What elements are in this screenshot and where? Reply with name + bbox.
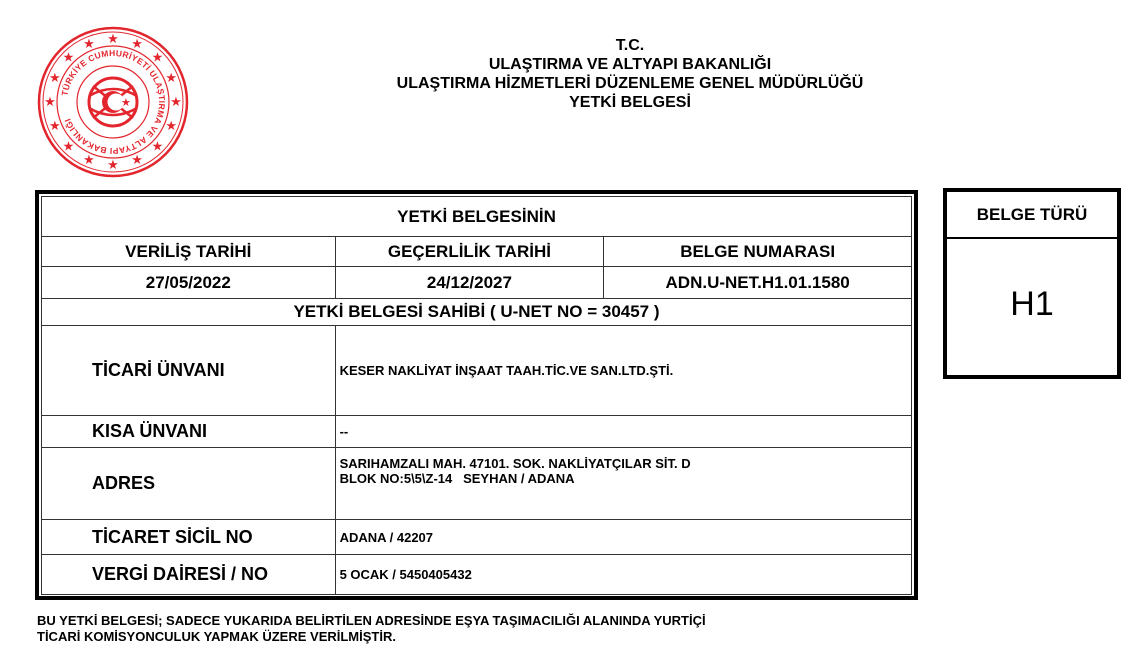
seal-star-icon: ★ — [83, 153, 95, 169]
seal-star-icon: ★ — [62, 139, 75, 155]
seal-star-icon: ★ — [170, 95, 182, 110]
tax-office-label: VERGİ DAİRESİ / NO — [42, 555, 336, 595]
svg-text:TÜRKİYE CUMHURİYETİ ULAŞTIRMA: TÜRKİYE CUMHURİYETİ ULAŞTIRMA VE ALTYAPI BAKANLIĞI — [59, 47, 168, 157]
header-directorate: ULAŞTIRMA HİZMETLERİ DÜZENLEME GENEL MÜDÜRLÜĞÜ — [396, 75, 864, 92]
tax-office-value: 5 OCAK / 5450405432 — [335, 555, 911, 595]
address-line-2: BLOK NO:5\5\Z-14 SEYHAN / ADANA — [339, 471, 575, 486]
trade-registry-value: ADANA / 42207 — [335, 520, 911, 555]
trade-name-value: KESER NAKLİYAT İNŞAAT TAAH.TİC.VE SAN.LTD.ŞTİ. — [335, 326, 911, 416]
header-document-title: YETKİ BELGESİ — [569, 94, 691, 111]
certificate-box — [35, 190, 918, 600]
seal-star-icon: ★ — [131, 36, 143, 52]
header-tc: T.C. — [615, 37, 645, 54]
seal-star-icon: ★ — [165, 119, 178, 135]
issue-date-label: VERİLİŞ TARİHİ — [42, 237, 336, 267]
document-header — [300, 36, 960, 112]
trade-registry-label: TİCARET SİCİL NO — [42, 520, 336, 555]
trade-name-label: TİCARİ ÜNVANI — [42, 326, 336, 416]
footer-line-2: TİCARİ KOMİSYONCULUK YAPMAK ÜZERE VERİLMİŞTİR. — [37, 629, 396, 644]
address-value — [335, 448, 911, 520]
validity-date-value: 24/12/2027 — [335, 267, 604, 299]
issue-date-value: 27/05/2022 — [42, 267, 336, 299]
header-ministry: ULAŞTIRMA VE ALTYAPI BAKANLIĞI — [488, 56, 772, 73]
seal-star-icon: ★ — [131, 153, 143, 169]
svg-text:★: ★ — [121, 96, 131, 109]
short-name-value: -- — [335, 416, 911, 448]
validity-date-label: GEÇERLİLİK TARİHİ — [335, 237, 604, 267]
certificate-table — [41, 196, 912, 595]
address-line-1: SARIHAMZALI MAH. 47101. SOK. NAKLİYATÇILAR SİT. D — [339, 456, 691, 471]
certificate-type-label: BELGE TÜRÜ — [947, 192, 1117, 239]
address-label: ADRES — [42, 448, 336, 520]
section-title: YETKİ BELGESİNİN — [42, 197, 912, 237]
seal-star-icon: ★ — [48, 119, 61, 135]
certificate-number-label: BELGE NUMARASI — [604, 237, 912, 267]
seal-star-icon: ★ — [83, 36, 95, 52]
footer-note — [37, 613, 917, 645]
seal-star-icon: ★ — [107, 158, 119, 173]
seal-star-icon: ★ — [151, 50, 164, 66]
seal-star-icon: ★ — [165, 70, 178, 86]
ministry-seal-logo — [37, 26, 189, 178]
seal-star-icon: ★ — [44, 95, 56, 110]
certificate-type-value: H1 — [1010, 285, 1054, 323]
seal-star-icon: ★ — [151, 139, 164, 155]
certificate-number-value: ADN.U-NET.H1.01.1580 — [604, 267, 912, 299]
seal-star-icon: ★ — [62, 50, 75, 66]
seal-star-icon: ★ — [107, 32, 119, 47]
seal-star-icon: ★ — [48, 70, 61, 86]
short-name-label: KISA ÜNVANI — [42, 416, 336, 448]
certificate-type-box — [943, 188, 1121, 379]
footer-line-1: BU YETKİ BELGESİ; SADECE YUKARIDA BELİRTİLEN ADRESİNDE EŞYA TAŞIMACILIĞI ALANINDA YURTİÇİ — [37, 613, 706, 628]
seal-emblem-icon — [37, 26, 189, 178]
holder-section-title: YETKİ BELGESİ SAHİBİ ( U-NET NO = 30457 ) — [42, 299, 912, 326]
